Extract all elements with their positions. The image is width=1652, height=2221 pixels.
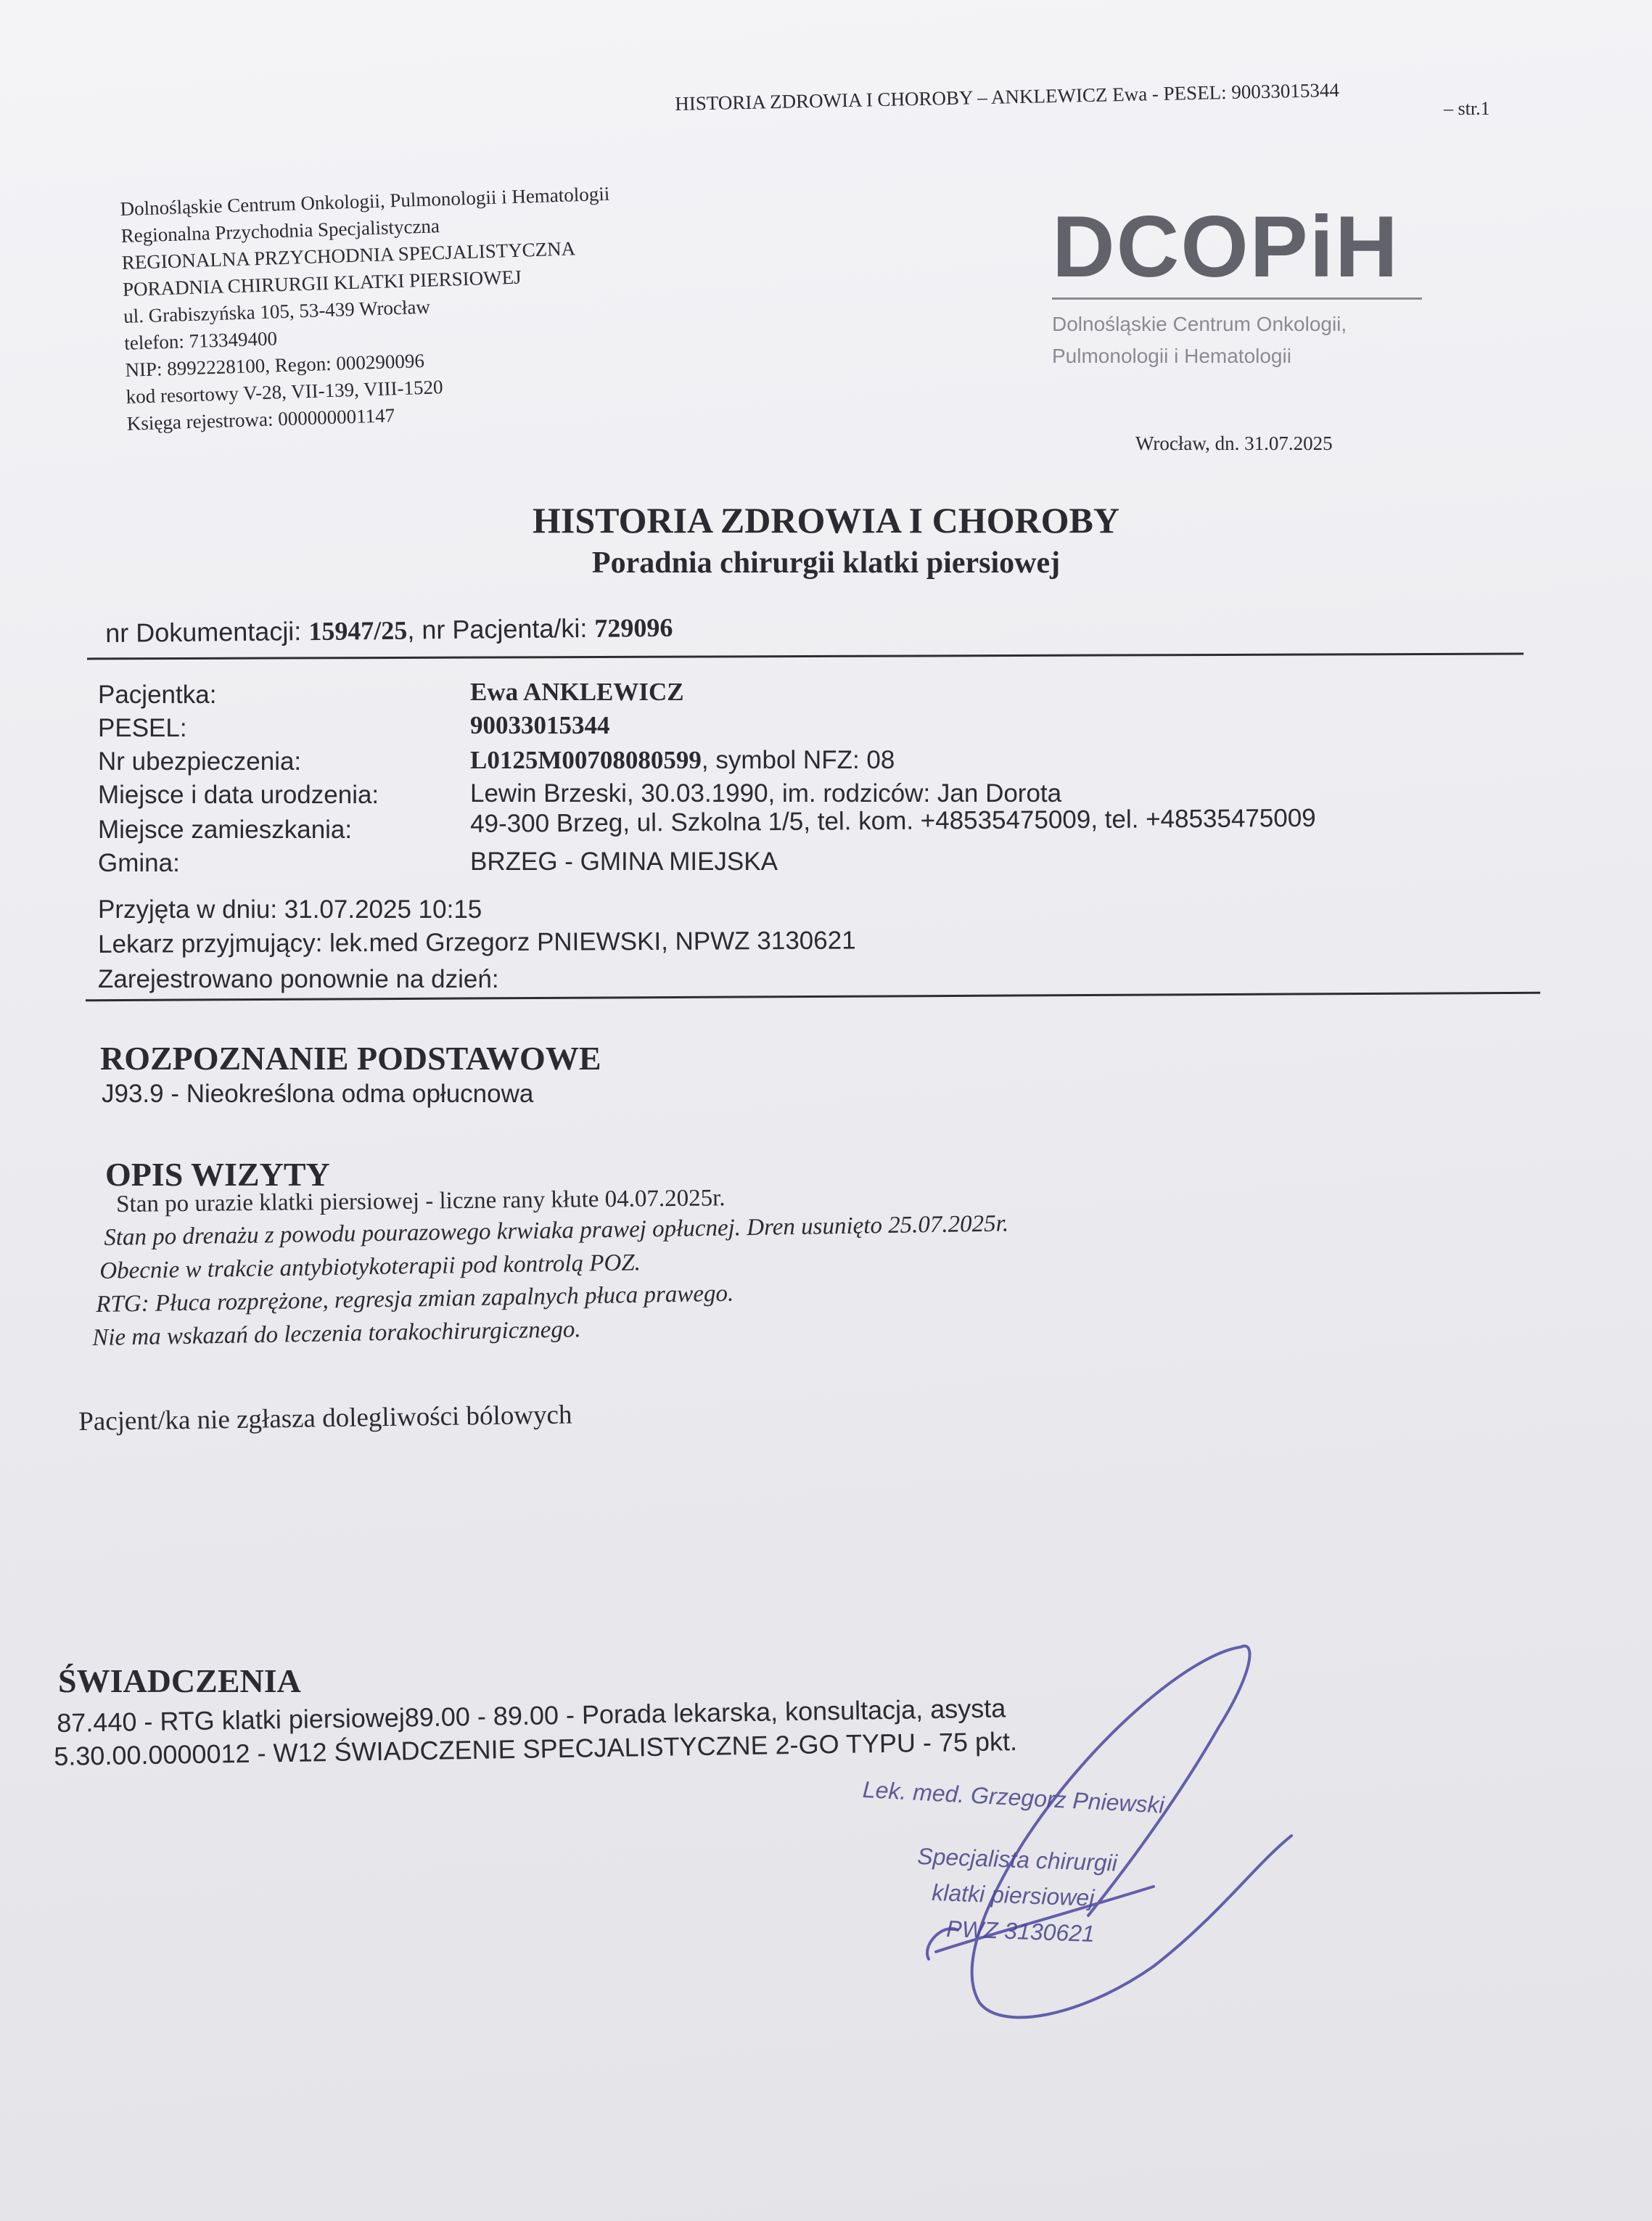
doc-label: nr Dokumentacji: bbox=[105, 616, 309, 648]
pain-note: Pacjent/ka nie zgłasza dolegliwości bólowych bbox=[78, 1400, 572, 1437]
visit-line: RTG: Płuca rozprężone, regresja zmian zapalnych płuca prawego. bbox=[96, 1280, 734, 1318]
handwritten-signature bbox=[914, 1625, 1364, 2032]
page-header: HISTORIA ZDROWIA I CHOROBY – ANKLEWICZ Ewa - PESEL: 90033015344 bbox=[675, 78, 1340, 115]
label-pesel: PESEL: bbox=[98, 714, 187, 742]
services-heading: ŚWIADCZENIA bbox=[58, 1662, 301, 1699]
place-date: Wrocław, dn. 31.07.2025 bbox=[1135, 432, 1333, 454]
diagnosis-text: J93.9 - Nieokreślona odma opłucnowa bbox=[102, 1080, 534, 1108]
visit-line: Nie ma wskazań do leczenia torakochirurgicznego. bbox=[92, 1316, 581, 1351]
logo-subtitle-1: Dolnośląskie Centrum Onkologii, bbox=[1052, 313, 1347, 335]
institution-line: NIP: 8992228100, Regon: 000290096 bbox=[125, 349, 425, 381]
page-number: – str.1 bbox=[1444, 98, 1490, 119]
institution-line: kod resortowy V-28, VII-139, VIII-1520 bbox=[126, 376, 443, 408]
label-address: Miejsce zamieszkania: bbox=[98, 816, 353, 844]
patient-no-label: , nr Pacjenta/ki: bbox=[407, 612, 595, 645]
institution-line: Dolnośląskie Centrum Onkologii, Pulmonologii i Hematologii bbox=[120, 182, 610, 220]
reregistered-label: Zarejestrowano ponownie na dzień: bbox=[98, 965, 499, 993]
documentation-numbers bbox=[105, 612, 673, 649]
visit-heading: OPIS WIZYTY bbox=[105, 1156, 330, 1193]
patient-name: Ewa ANKLEWICZ bbox=[470, 678, 684, 706]
patient-number: 729096 bbox=[594, 612, 673, 643]
admission-date: Przyjęta w dniu: 31.07.2025 10:15 bbox=[98, 895, 482, 924]
logo-subtitle-2: Pulmonologii i Hematologii bbox=[1052, 345, 1291, 367]
diagnosis-heading: ROZPOZNANIE PODSTAWOWE bbox=[100, 1040, 601, 1077]
patient-insurance bbox=[470, 746, 895, 775]
institution-logo bbox=[1052, 198, 1429, 372]
institution-line: ul. Grabiszyńska 105, 53-439 Wrocław bbox=[123, 295, 431, 327]
document-subtitle: Poradnia chirurgii klatki piersiowej bbox=[591, 546, 1061, 580]
label-patient: Pacjentka: bbox=[98, 681, 217, 709]
logo-divider bbox=[1052, 297, 1422, 300]
stamp-specialty-2: klatki piersiowej bbox=[931, 1879, 1095, 1911]
institution-line: PORADNIA CHIRURGII KLATKI PIERSIOWEJ bbox=[122, 266, 522, 300]
label-birth: Miejsce i data urodzenia: bbox=[98, 781, 379, 809]
nfz-symbol: , symbol NFZ: 08 bbox=[701, 746, 895, 774]
institution-line: telefon: 713349400 bbox=[123, 327, 278, 354]
label-insurance: Nr ubezpieczenia: bbox=[98, 747, 302, 776]
patient-birth: Lewin Brzeski, 30.03.1990, im. rodziców: Jan Dorota bbox=[470, 779, 1062, 808]
institution-line: Regionalna Przychodnia Specjalistyczna bbox=[120, 215, 440, 247]
doc-number: 15947/25 bbox=[308, 615, 408, 646]
service-line: 87.440 - RTG klatki piersiowej89.00 - 89.00 - Porada lekarska, konsultacja, asysta bbox=[57, 1693, 1006, 1738]
visit-line: Obecnie w trakcie antybiotykoterapii pod kontrolą POZ. bbox=[99, 1249, 641, 1284]
patient-address: 49-300 Brzeg, ul. Szkolna 1/5, tel. kom. +48535475009, tel. +48535475009 bbox=[470, 803, 1316, 838]
label-gmina: Gmina: bbox=[98, 849, 180, 877]
patient-pesel: 90033015344 bbox=[470, 711, 610, 739]
admitting-doctor: Lekarz przyjmujący: lek.med Grzegorz PNIEWSKI, NPWZ 3130621 bbox=[98, 926, 856, 958]
institution-block bbox=[120, 181, 617, 438]
visit-line: Stan po urazie klatki piersiowej - liczne rany kłute 04.07.2025r. bbox=[116, 1185, 726, 1218]
divider-top bbox=[87, 653, 1524, 660]
logo-text: DCOPiH bbox=[1052, 198, 1400, 295]
stamp-pwz: PWZ 3130621 bbox=[945, 1916, 1096, 1947]
institution-line: REGIONALNA PRZYCHODNIA SPECJALISTYCZNA bbox=[121, 237, 576, 274]
visit-line: Stan po drenażu z powodu pourazowego krwiaka prawej opłucnej. Dren usunięto 25.07.2025r. bbox=[104, 1210, 1009, 1251]
document-title: HISTORIA ZDROWIA I CHOROBY bbox=[533, 500, 1119, 541]
patient-gmina: BRZEG - GMINA MIEJSKA bbox=[470, 847, 778, 876]
insurance-number: L0125M00708080599 bbox=[470, 746, 702, 774]
stamp-specialty-1: Specjalista chirurgii bbox=[916, 1843, 1118, 1876]
stamp-doctor-name: Lek. med. Grzegorz Pniewski bbox=[862, 1776, 1165, 1818]
institution-line: Księga rejestrowa: 000000001147 bbox=[126, 404, 395, 435]
service-line: 5.30.00.0000012 - W12 ŚWIADCZENIE SPECJALISTYCZNE 2-GO TYPU - 75 pkt. bbox=[54, 1726, 1018, 1771]
